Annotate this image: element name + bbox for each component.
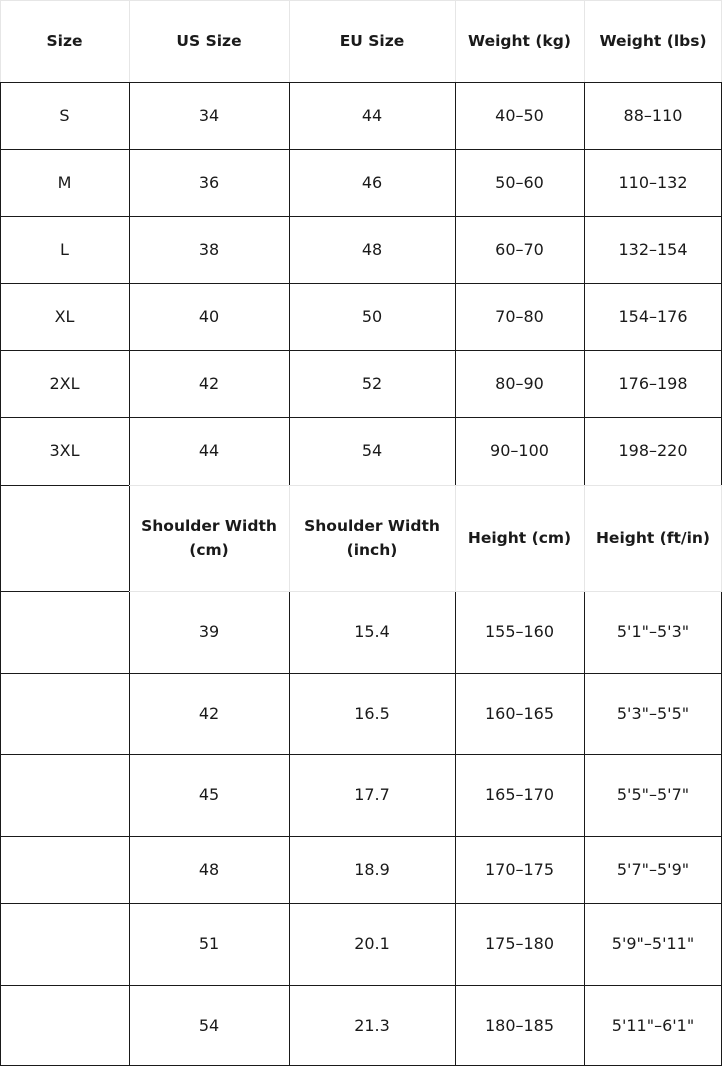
cell-text: Height (cm)	[467, 529, 572, 547]
cell-text: 132–154	[618, 239, 688, 259]
table-cell	[289, 417, 455, 485]
cell-text: 5'11"–6'1"	[611, 1015, 695, 1035]
cell-text: 50	[361, 306, 383, 326]
cell-text: 88–110	[623, 105, 683, 125]
table-cell	[584, 591, 722, 673]
cell-text: 110–132	[618, 172, 688, 192]
cell-text: Shoulder Width (cm)	[141, 517, 277, 559]
table-cell	[0, 82, 129, 149]
table-cell	[584, 985, 722, 1066]
table-cell	[584, 149, 722, 216]
cell-text: 5'5"–5'7"	[616, 785, 690, 804]
cell-text: XL	[54, 306, 75, 326]
cell-text: 3XL	[49, 441, 80, 460]
cell-text: 44	[361, 105, 383, 125]
table-cell	[584, 283, 722, 350]
cell-text: Weight (lbs)	[599, 32, 707, 50]
cell-text: 180–185	[484, 1015, 555, 1035]
table-cell	[584, 836, 722, 903]
cell-text: 39	[198, 622, 220, 641]
table-cell	[0, 283, 129, 350]
table-cell	[289, 216, 455, 283]
table-cell	[455, 836, 584, 903]
cell-text: 38	[198, 239, 220, 259]
table-cell	[455, 903, 584, 985]
header-shoulder-cm	[129, 485, 289, 591]
table-cell	[455, 591, 584, 673]
table-cell	[455, 149, 584, 216]
table-cell	[129, 283, 289, 350]
table-cell	[289, 985, 455, 1066]
table-cell	[584, 417, 722, 485]
cell-text: 18.9	[354, 859, 390, 879]
table-cell	[584, 673, 722, 754]
cell-text: Shoulder Width (inch)	[304, 517, 440, 559]
table-cell	[0, 350, 129, 417]
header-blank	[0, 485, 129, 591]
header-eu-size	[289, 0, 455, 82]
header-us-size	[129, 0, 289, 82]
table-cell	[289, 673, 455, 754]
table-cell	[455, 985, 584, 1066]
table-cell	[129, 417, 289, 485]
cell-text: US Size	[176, 32, 242, 50]
cell-text: 2XL	[49, 373, 80, 393]
cell-text: Height (ft/in)	[595, 529, 711, 547]
table-cell	[0, 754, 129, 836]
table-cell	[0, 149, 129, 216]
cell-text: 16.5	[354, 703, 390, 723]
cell-text: 20.1	[354, 934, 390, 953]
cell-text: 40–50	[495, 105, 544, 125]
cell-text: 165–170	[484, 785, 555, 804]
table-cell	[584, 350, 722, 417]
cell-text: 36	[198, 172, 220, 192]
table-cell	[289, 754, 455, 836]
cell-text: 48	[198, 859, 220, 879]
table-cell	[455, 350, 584, 417]
cell-text: 155–160	[484, 622, 555, 641]
table-cell	[129, 149, 289, 216]
table-cell	[0, 903, 129, 985]
table-cell	[289, 350, 455, 417]
cell-text: 80–90	[495, 373, 544, 393]
cell-text: L	[60, 239, 69, 259]
table-cell	[129, 216, 289, 283]
table-cell	[584, 754, 722, 836]
table-cell	[289, 149, 455, 216]
cell-text: Size	[46, 32, 83, 50]
table-cell	[129, 903, 289, 985]
cell-text: 42	[198, 703, 220, 723]
table-cell	[584, 903, 722, 985]
table-cell	[129, 82, 289, 149]
cell-text: 45	[198, 785, 220, 804]
table-cell	[0, 985, 129, 1066]
cell-text: 54	[361, 441, 383, 460]
cell-text: 50–60	[495, 172, 544, 192]
table-cell	[289, 283, 455, 350]
cell-text: 54	[198, 1015, 220, 1035]
cell-text: 160–165	[484, 703, 555, 723]
cell-text: 70–80	[495, 306, 544, 326]
cell-text: 5'3"–5'5"	[616, 703, 690, 723]
table-cell	[455, 216, 584, 283]
table-cell	[455, 673, 584, 754]
cell-text: 5'1"–5'3"	[616, 622, 690, 641]
table-cell	[129, 985, 289, 1066]
table-cell	[129, 591, 289, 673]
cell-text: 46	[361, 172, 383, 192]
table-cell	[129, 673, 289, 754]
table-cell	[0, 591, 129, 673]
table-cell	[455, 754, 584, 836]
table-cell	[584, 216, 722, 283]
table-cell	[289, 591, 455, 673]
table-cell	[584, 82, 722, 149]
cell-text: 5'7"–5'9"	[616, 859, 690, 879]
cell-text: 34	[198, 105, 220, 125]
cell-text: 40	[198, 306, 220, 326]
cell-text: 21.3	[354, 1015, 390, 1035]
cell-text: 198–220	[618, 441, 688, 460]
cell-text: M	[57, 172, 72, 192]
cell-text: 15.4	[354, 622, 390, 641]
cell-text: S	[59, 105, 70, 125]
cell-text: 170–175	[484, 859, 555, 879]
cell-text: 5'9"–5'11"	[611, 934, 695, 953]
header-weight-kg	[455, 0, 584, 82]
table-cell	[0, 673, 129, 754]
cell-text: 42	[198, 373, 220, 393]
table-cell	[0, 216, 129, 283]
table-cell	[289, 836, 455, 903]
cell-text: 154–176	[618, 306, 688, 326]
cell-text: Weight (kg)	[468, 32, 571, 50]
table-cell	[0, 417, 129, 485]
cell-text: 44	[198, 441, 220, 460]
cell-text: 17.7	[354, 785, 390, 804]
header-height-ftin	[584, 485, 722, 591]
table-cell	[455, 283, 584, 350]
table-cell	[0, 836, 129, 903]
cell-text: 60–70	[495, 239, 544, 259]
header-height-cm	[455, 485, 584, 591]
cell-text: 52	[361, 373, 383, 393]
header-weight-lbs	[584, 0, 722, 82]
cell-text: 176–198	[618, 373, 688, 393]
table-cell	[455, 82, 584, 149]
header-shoulder-inch	[289, 485, 455, 591]
table-cell	[455, 417, 584, 485]
table-cell	[289, 82, 455, 149]
cell-text: 51	[198, 934, 220, 953]
table-cell	[129, 836, 289, 903]
header-size	[0, 0, 129, 82]
cell-text: 175–180	[484, 934, 555, 953]
table-cell	[129, 754, 289, 836]
table-cell	[129, 350, 289, 417]
cell-text: EU Size	[339, 32, 405, 50]
cell-text: 48	[361, 239, 383, 259]
cell-text: 90–100	[490, 441, 549, 460]
table-cell	[289, 903, 455, 985]
